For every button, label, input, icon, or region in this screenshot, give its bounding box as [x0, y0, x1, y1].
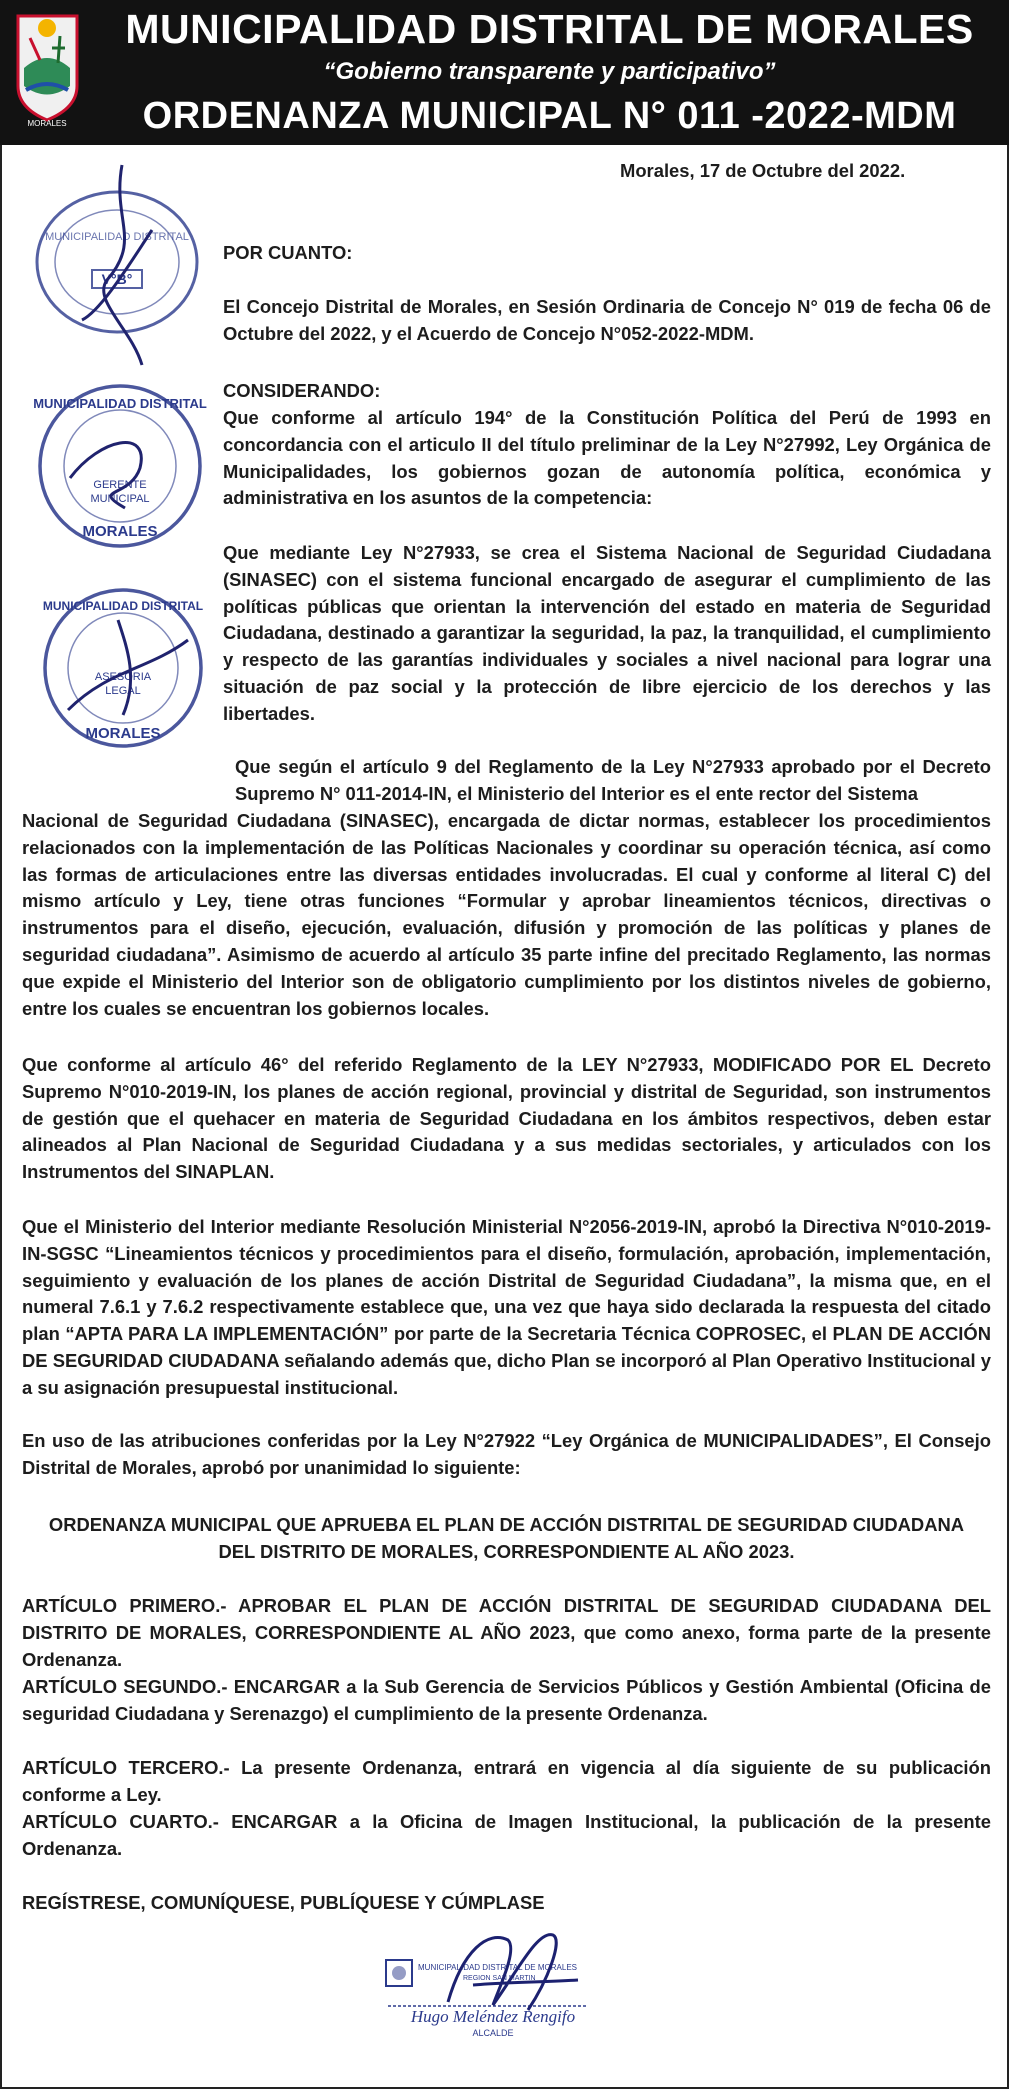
article-primero: ARTÍCULO PRIMERO.- APROBAR EL PLAN DE ACCIÓN DISTRITAL DE SEGURIDAD CIUDADANA DEL DISTRITO DE MORALES, CORRESPONDIENTE AL AÑO 2023, que como anexo, forma parte de la presente Ordenanza. — [22, 1595, 991, 1670]
article-segundo: ARTÍCULO SEGUNDO.- ENCARGAR a la Sub Gerencia de Servicios Públicos y Gestión Ambiental (Oficina de seguridad Ciudadana y Serenazgo) el cumplimiento de la presente Ordenanza. — [22, 1676, 991, 1724]
municipality-motto: “Gobierno transparente y participativo” — [323, 58, 776, 85]
ordinance-title-line-2: DEL DISTRITO DE MORALES, CORRESPONDIENTE AL AÑO 2023. — [218, 1541, 795, 1562]
vobo-stamp — [22, 160, 212, 370]
date-line: Morales, 17 de Octubre del 2022. — [620, 160, 906, 181]
ordinance-number: ORDENANZA MUNICIPAL N° 011 -2022-MDM — [142, 95, 957, 137]
considerando-paragraph-4: Que conforme al artículo 46° del referido Reglamento de la LEY N°27933, MODIFICADO POR EL Decreto Supremo N°010-2019-IN, los planes de acción regional, provincial y distrital de Seguridad, son instrumentos de gestión que el quehacer en materia de Seguridad Ciudadana en los ámbitos respectivos, deben estar alineados al Plan Nacional de Seguridad Ciudadana y a sus medidas sectoriales, y articulados con los Instrumentos del SINAPLAN. — [22, 1054, 991, 1183]
svg-text:V°B°: V°B° — [101, 271, 133, 287]
ordinance-title-line-1: ORDENANZA MUNICIPAL QUE APRUEBA EL PLAN DE ACCIÓN DISTRITAL DE SEGURIDAD CIUDADANA — [48, 1514, 965, 1535]
considerando-paragraph-3-start: Que según el artículo 9 del Reglamento de la Ley N°27933 aprobado por el Decreto Supremo N° 011-2014-IN, el Ministerio del Interior es el ente rector del Sistema — [235, 756, 991, 804]
stamp-text: REGION SAN MARTIN — [463, 1975, 536, 1982]
considerando-paragraph-1: Que conforme al artículo 194° de la Constitución Política del Perú de 1993 en concordancia con el articulo II del título preliminar de la Ley N°27992, Ley Orgánica de Municipalidades, los gobiernos gozan de autonomía política, económica y administrativa en los asuntos de la competencia: — [223, 407, 991, 509]
svg-text:MUNICIPALIDAD DISTRITAL: MUNICIPALIDAD DISTRITAL — [33, 396, 207, 411]
municipal-crest-logo — [10, 8, 85, 130]
stamp-text: MUNICIPALIDAD DISTRITAL DE MORALES — [418, 1963, 577, 1972]
gerente-municipal-stamp — [30, 378, 210, 553]
stamp-text: MUNICIPALIDAD DISTRITAL — [45, 231, 189, 243]
por-cuanto-text: El Concejo Distrital de Morales, en Sesión Ordinaria de Concejo N° 019 de fecha 06 de Octubre del 2022, y el Acuerdo de Concejo N°052-2022-MDM. — [223, 296, 991, 344]
svg-text:MORALES: MORALES — [85, 725, 161, 742]
stamp-text: ALCALDE — [472, 2028, 514, 2038]
considerando-paragraph-5: Que el Ministerio del Interior mediante Resolución Ministerial N°2056-2019-IN, aprobó la Directiva N°010-2019-IN-SGSC “Lineamientos técnicos y procedimientos para el diseño, formulación, aprobación, implementación, seguimiento y evaluación de los planes de acción Distrital de Seguridad Ciudadana”, la misma que, en el numeral 7.6.1 y 7.6.2 respectivamente establece que, una vez que haya sido declarada la respuesta del citado plan “APTA PARA LA IMPLEMENTACIÓN” por parte de la Secretaria Técnica COPROSEC, el PLAN DE ACCIÓN DE SEGURIDAD CIUDADANA señalando además que, dicho Plan se incorporó al Plan Operativo Institucional y a su asignación presupuestal institucional. — [22, 1216, 991, 1398]
svg-text:MUNICIPALIDAD DISTRITAL: MUNICIPALIDAD DISTRITAL — [42, 599, 204, 613]
mayor-signature-stamp — [378, 1910, 618, 2045]
logo-caption: MORALES — [27, 119, 67, 128]
stamp-text: Hugo Meléndez Rengifo — [410, 2007, 576, 2026]
svg-text:GERENTE: GERENTE — [93, 479, 147, 491]
article-tercero: ARTÍCULO TERCERO.- La presente Ordenanza, entrará en vigencia al día siguiente de su publicación conforme a Ley. — [22, 1757, 991, 1805]
por-cuanto-heading: POR CUANTO: — [223, 242, 353, 263]
asesoria-legal-stamp — [38, 580, 208, 755]
svg-text:MUNICIPAL: MUNICIPAL — [90, 493, 150, 505]
svg-text:ASESORIA: ASESORIA — [94, 671, 152, 683]
considerando-heading: CONSIDERANDO: — [223, 380, 381, 401]
closing-formula: REGÍSTRESE, COMUNÍQUESE, PUBLÍQUESE Y CÚMPLASE — [22, 1892, 545, 1913]
considerando-paragraph-2: Que mediante Ley N°27933, se crea el Sistema Nacional de Seguridad Ciudadana (SINASEC) con el sistema funcional encargado de asegurar el cumplimiento de las políticas públicas que orientan la intervención del estado en materia de Seguridad Ciudadana, destinado a garantizar la seguridad, la paz, la tranquilidad, el cumplimiento y respecto de las garantías individuales y sociales a nivel nacional para lograr una situación de paz social y la protección de libre ejercicio de los derechos y las libertades. — [223, 542, 991, 724]
article-cuarto: ARTÍCULO CUARTO.- ENCARGAR a la Oficina de Imagen Institucional, la publicación de la presente Ordenanza. — [22, 1811, 991, 1859]
svg-text:LEGAL: LEGAL — [105, 685, 141, 697]
document-header — [0, 0, 1009, 145]
considerando-paragraph-3: Nacional de Seguridad Ciudadana (SINASEC), encargada de dictar normas, establecer los procedimientos relacionados con la implementación de las Políticas Nacionales y coordinar su operación técnica, así como las formas de articulaciones entre las diversas entidades involucradas. El cual y conforme al literal C) del mismo artículo y Ley, tiene otras funciones “Formular y aprobar lineamientos técnicos, directivas o instrumentos para el diseño, ejecución, evaluación, difusión y promoción de las políticas y planes de seguridad ciudadana”. Asimismo de acuerdo al artículo 35 parte infine del precitado Reglamento, las normas que expide el Ministerio del Interior son de obligatorio cumplimiento por los distintos niveles de gobierno, entre los cuales se encuentran los gobiernos locales. — [22, 810, 991, 1019]
municipality-title: MUNICIPALIDAD DISTRITAL DE MORALES — [125, 6, 974, 52]
considerando-paragraph-6: En uso de las atribuciones conferidas por la Ley N°27922 “Ley Orgánica de MUNICIPALIDADES”, El Consejo Distrital de Morales, aprobó por unanimidad lo siguiente: — [22, 1430, 991, 1478]
svg-text:MORALES: MORALES — [82, 523, 158, 540]
